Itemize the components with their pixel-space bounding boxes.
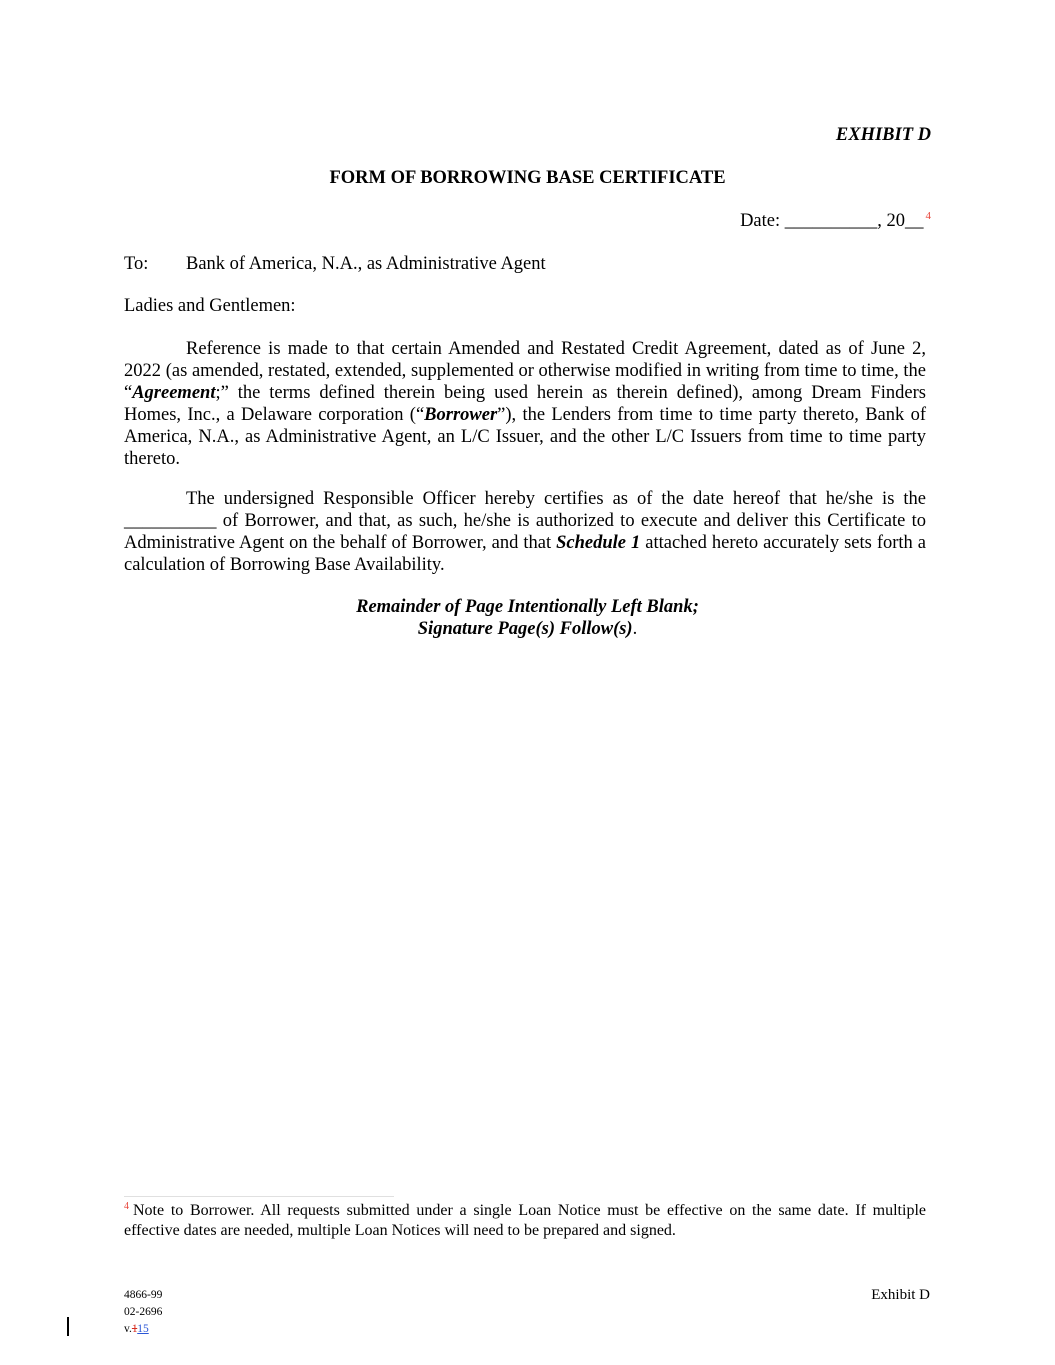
document-id-line2: 02-2696	[124, 1306, 163, 1318]
closing-note-period: .	[632, 619, 638, 639]
footer-exhibit-label: Exhibit D	[871, 1287, 930, 1303]
document-id	[124, 1287, 162, 1338]
paragraph1-text-3: ”), the Lenders from time to time party thereto, Bank of America, N.A., as Administrative Agent, an L/C Issuer, and the other L/C Issuers from time to time party thereto.	[124, 405, 926, 469]
defined-term-agreement: Agreement	[132, 383, 216, 403]
version-inserted: 15	[137, 1323, 149, 1335]
closing-note	[0, 596, 1055, 640]
paragraph1-text-2: ;” the terms defined therein being used herein as therein defined), among Dream Finders Homes, Inc., a Delaware corporation (“	[124, 383, 926, 425]
footnote-reference: 4	[925, 210, 931, 222]
schedule-reference: Schedule 1	[556, 533, 641, 553]
footnote-text: Note to Borrower. All requests submitted under a single Loan Notice must be effective on the same date. If multiple effective dates are needed, multiple Loan Notices will need to be prepared and signed.	[124, 1202, 926, 1239]
closing-note-line2-text: Signature Page(s) Follow(s)	[417, 619, 633, 639]
certification-paragraph	[124, 488, 926, 576]
salutation: Ladies and Gentlemen:	[124, 296, 296, 316]
closing-note-line2	[0, 618, 1055, 640]
version-prefix: v.	[124, 1323, 132, 1335]
date-text: Date: __________, 20__	[740, 211, 924, 231]
revision-change-bar	[67, 1317, 69, 1336]
paragraph1-text-1: Reference is made to that certain Amended and Restated Credit Agreement, dated as of June 2, 2022 (as amended, restated, extended, supplemented or otherwise modified in writing from time to time, the “	[124, 339, 926, 403]
addressee-name: Bank of America, N.A., as Administrative Agent	[186, 254, 546, 274]
document-id-line1: 4866-99	[124, 1289, 163, 1301]
reference-paragraph	[124, 338, 926, 470]
exhibit-label: EXHIBIT D	[835, 125, 931, 145]
page-title: FORM OF BORROWING BASE CERTIFICATE	[329, 168, 726, 188]
document-version	[124, 1321, 162, 1338]
footnote	[124, 1201, 926, 1241]
defined-term-borrower: Borrower	[424, 405, 498, 425]
closing-note-line1: Remainder of Page Intentionally Left Blank;	[356, 597, 699, 617]
paragraph2-text-1: The undersigned Responsible Officer hereby certifies as of the date hereof that he/she is the __________ of Borrower, and that, as such, he/she is authorized to execute and deliver this Certificate to Administrative Agent on the behalf of Borrower, and that	[124, 489, 926, 553]
footnote-separator	[124, 1196, 394, 1197]
date-line	[740, 210, 931, 232]
addressee-label: To:	[124, 254, 149, 274]
addressee-line	[124, 253, 546, 275]
version-deleted: 1	[131, 1323, 138, 1335]
paragraph2-text-2: attached hereto accurately sets forth a calculation of Borrowing Base Availability.	[124, 533, 926, 575]
footnote-number: 4	[124, 1201, 129, 1212]
